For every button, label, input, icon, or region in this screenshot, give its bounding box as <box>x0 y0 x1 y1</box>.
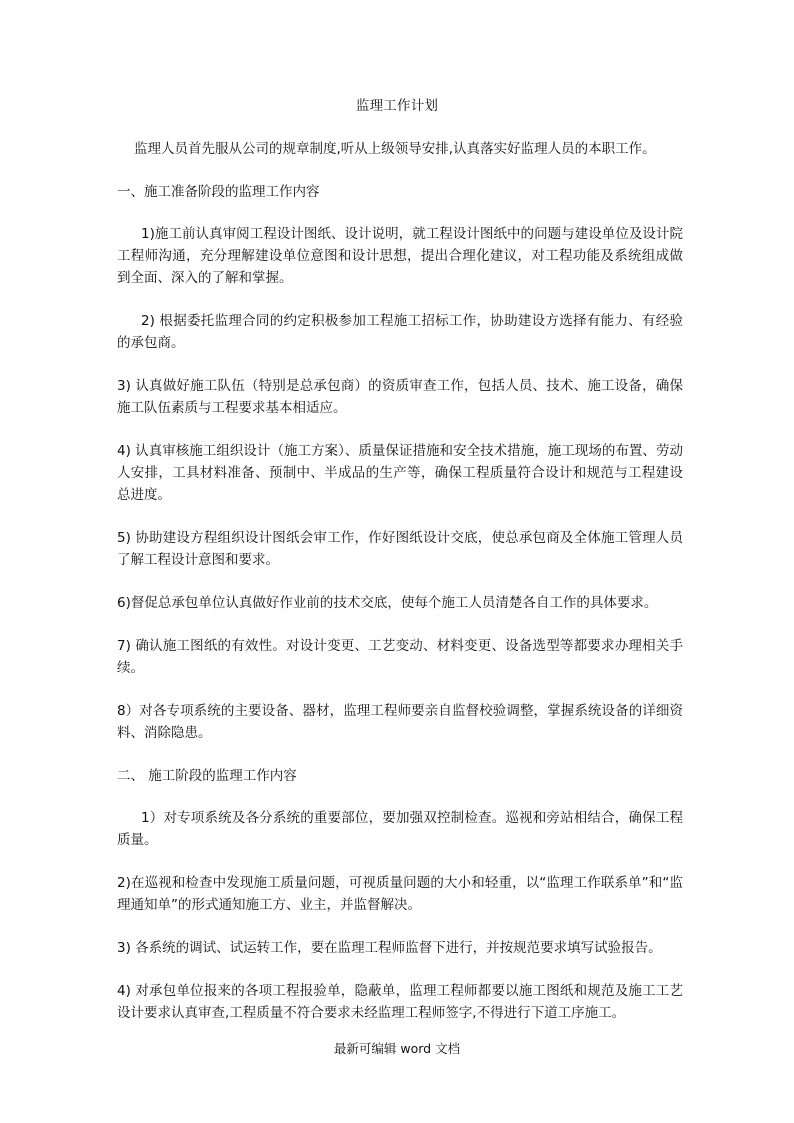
section-heading-preparation: 一、施工准备阶段的监理工作内容 <box>117 184 320 200</box>
intro-paragraph: 监理人员首先服从公司的规章制度,听从上级领导安排,认真落实好监理人员的本职工作。 <box>134 141 656 157</box>
construction-item-3: 3) 各系统的调试、试运转工作，要在监理工程师监督下进行，并按规范要求填写试验报告。 <box>117 940 662 956</box>
preparation-item-5: 5) 协助建设方程组织设计图纸会审工作，作好图纸设计交底，使总承包商及全体施工管理人员了解工程设计意图和要求。 <box>117 530 683 568</box>
document-body <box>117 138 683 1045</box>
preparation-item-2: 2) 根据委托监理合同的约定积极参加工程施工招标工作，协助建设方选择有能力、有经验的承包商。 <box>117 313 683 351</box>
preparation-item-3: 3) 认真做好施工队伍（特别是总承包商）的资质审查工作，包括人员、技术、施工设备，确保施工队伍素质与工程要求基本相适应。 <box>117 378 683 416</box>
construction-item-4: 4) 对承包单位报来的各项工程报验单，隐蔽单，监理工程师都要以施工图纸和规范及施工工艺设计要求认真审查,工程质量不符合要求未经监理工程师签字,不得进行下道工序施工。 <box>117 983 683 1021</box>
section-heading-construction: 二、 施工阶段的监理工作内容 <box>117 768 297 784</box>
construction-item-2: 2)在巡视和检查中发现施工质量问题，可视质量问题的大小和轻重，以“监理工作联系单”和“监理通知单”的形式通知施工方、业主，并监督解决。 <box>117 875 683 913</box>
preparation-item-1: 1)施工前认真审阅工程设计图纸、设计说明，就工程设计图纸中的问题与建设单位及设计院工程师沟通，充分理解建设单位意图和设计思想，提出合理化建议，对工程功能及系统组成做到全面、深入的了解和掌握。 <box>117 226 683 286</box>
preparation-item-7: 7) 确认施工图纸的有效性。对设计变更、工艺变动、材料变更、设备选型等都要求办理相关手续。 <box>117 638 683 676</box>
document-title: 监理工作计划 <box>355 98 439 114</box>
preparation-item-4: 4) 认真审核施工组织设计（施工方案）、质量保证措施和安全技术措施，施工现场的布置、劳动人安排，工具材料准备、预制中、半成品的生产等，确保工程质量符合设计和规范与工程建设总进度。 <box>117 443 683 503</box>
preparation-item-6: 6)督促总承包单位认真做好作业前的技术交底，使每个施工人员清楚各自工作的具体要求。 <box>117 595 658 611</box>
preparation-item-8: 8）对各专项系统的主要设备、器材，监理工程师要亲自监督校验调整，掌握系统设备的详细资料、消除隐患。 <box>117 703 683 741</box>
page-footer: 最新可编辑 word 文档 <box>333 1041 461 1056</box>
construction-item-1: 1）对专项系统及各分系统的重要部位，要加强双控制检查。巡视和旁站相结合，确保工程质量。 <box>117 810 683 848</box>
